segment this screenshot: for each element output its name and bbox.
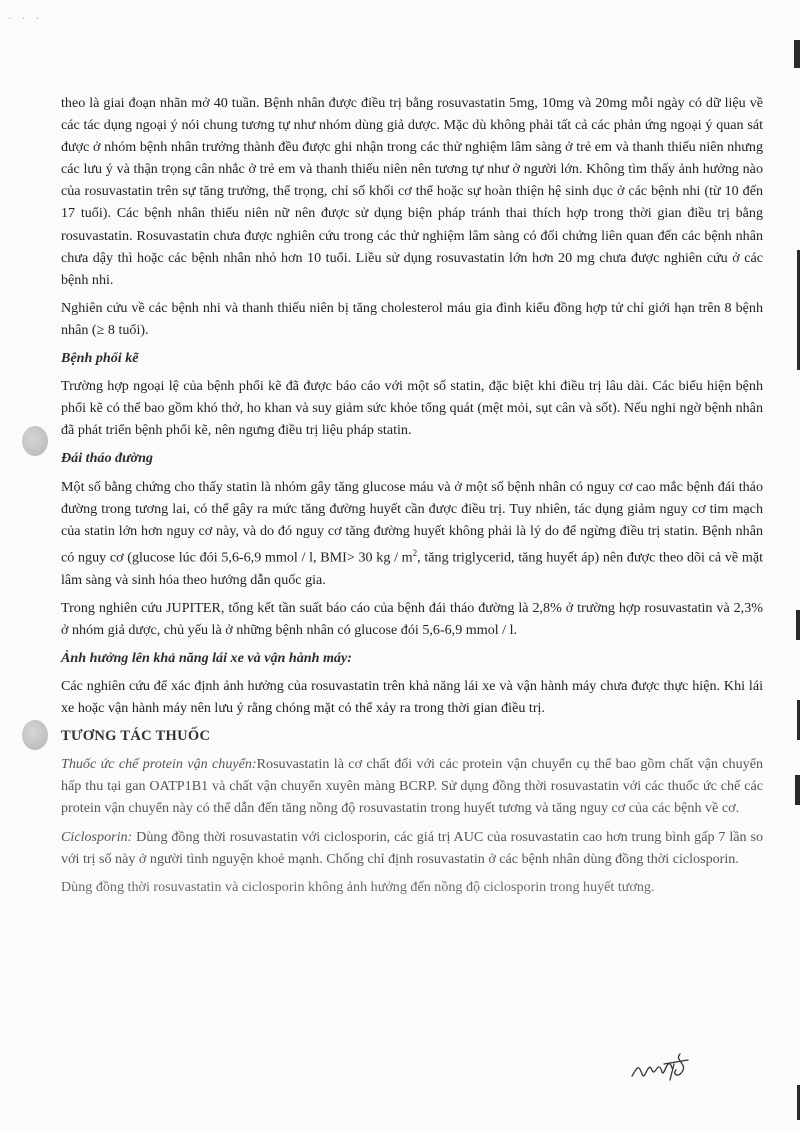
document-page — [61, 92, 763, 904]
punch-hole-mark — [22, 426, 48, 456]
scan-edge-mark — [796, 610, 800, 640]
driving-heading: Ảnh hưởng lên khả năng lái xe và vận hành máy: — [61, 649, 352, 666]
scan-speck: · · · — [8, 14, 43, 25]
punch-hole-mark — [22, 720, 48, 750]
diabetes-text — [61, 476, 763, 591]
driving-text: Các nghiên cứu để xác định ảnh hưởng của rosuvastatin trên khả năng lái xe và vận hành máy chưa được thực hiện. Khi lái xe hoặc vận hành máy nên lưu ý rằng chóng mặt có thể xảy ra trong thời gian điều trị. — [61, 677, 763, 717]
interaction-text: Dùng đồng thời rosuvastatin với ciclosporin, các giá trị AUC của rosuvastatin cao hơn trung bình gấp 7 lần so với trị số này ở người tình nguyện khoẻ mạnh. Chống chỉ định rosuvastatin ở các bệnh nhân dùng đồng thời ciclosporin. — [61, 828, 763, 867]
interaction-paragraph — [61, 826, 763, 870]
interaction-text: Rosuvastatin là cơ chất đối với các protein vận chuyển cụ thể bao gồm chất vận chuyển hấp thu tại gan OATP1B1 và chất vận chuyển xuyên màng BCRP. Sử dụng đồng thời rosuvastatin với các thuốc ức chế các protein vận chuyển này có thể dẫn đến tăng nồng độ rosuvastatin trong huyết tương và tăng nguy cơ của các bệnh về cơ. — [61, 756, 763, 817]
scan-edge-mark — [795, 775, 800, 805]
handwritten-signature — [628, 1040, 718, 1090]
interaction-lead: Thuốc ức chế protein vận chuyển: — [61, 756, 257, 773]
diabetes-text-part: , tăng triglycerid, tăng huyết áp) nên được theo dõi cả về mặt lâm sàng và sinh hóa theo hướng dẫn quốc gia. — [61, 549, 763, 588]
ild-heading: Bệnh phổi kẽ — [61, 350, 139, 367]
diabetes-jupiter-text: Trong nghiên cứu JUPITER, tổng kết tần suất báo cáo của bệnh đái tháo đường là 2,8% ở trường hợp rosuvastatin và 2,3% ở nhóm giả dược, chủ yếu là ở những bệnh nhân có glucose đói 5,6-6,9 mmol / l. — [61, 599, 763, 638]
interaction-lead: Ciclosporin: — [61, 828, 133, 845]
body-paragraph: Nghiên cứu về các bệnh nhi và thanh thiếu niên bị tăng cholesterol máu gia đình kiểu đồng hợp tử chỉ giới hạn trên 8 bệnh nhân (≥ 8 tuổi). — [61, 299, 763, 338]
diabetes-text-part: Một số bằng chứng cho thấy statin là nhóm gây tăng glucose máu và ở một số bệnh nhân có nguy cơ cao mắc bệnh đái tháo đường trong tương lai, có thể gây ra mức tăng đường huyết cần được điều trị. Tuy nhiên, tác dụng giảm nguy cơ tim mạch của statin lớn hơn nguy cơ này, và do đó nguy cơ tăng đường huyết không phải là lý do để ngừng điều trị statin. Bệnh nhân có nguy cơ (glucose lúc đói 5,6-6,9 mmol / l, BMI> 30 kg / m — [61, 478, 763, 566]
ild-text: Trường hợp ngoại lệ của bệnh phổi kẽ đã được báo cáo với một số statin, đặc biệt khi điều trị lâu dài. Các biểu hiện bệnh phổi kẽ có thể bao gồm khó thở, ho khan và suy giảm sức khỏe tổng quát (mệt mỏi, sụt cân và sốt). Nếu nghi ngờ bệnh nhân đã phát triển bệnh phổi kẽ, nên ngưng điều trị liệu pháp statin. — [61, 378, 763, 439]
body-paragraph: theo là giai đoạn nhãn mở 40 tuần. Bệnh nhân được điều trị bằng rosuvastatin 5mg, 10mg và 20mg mỗi ngày có dữ liệu về các tác dụng ngoại ý nói chung tương tự như nhóm dùng giả dược. Mặc dù không phải tất cả các phản ứng ngoại ý quan sát được ở nhóm bệnh nhân trưởng thành đều được ghi nhận trong các thử nghiệm lâm sàng ở trẻ em và thanh thiếu niên nhưng các lưu ý và thận trọng cân nhắc ở trẻ em và thanh thiếu niên nên tương tự như ở người lớn. Không tìm thấy ảnh hưởng nào của rosuvastatin trên sự tăng trưởng, thể trọng, chỉ số khối cơ thể hoặc sự hoàn thiện hệ sinh dục ở các bệnh nhi (từ 10 đến 17 tuổi). Các bệnh nhân thiếu niên nữ nên được sử dụng biện pháp tránh thai thích hợp trong thời gian điều trị bằng rosuvastatin. Rosuvastatin chưa được nghiên cứu trong các thử nghiệm lâm sàng có đối chứng liên quan đến các bệnh nhân chưa dậy thì hoặc các bệnh nhân nhỏ hơn 10 tuổi. Liều sử dụng rosuvastatin lớn hơn 20 mg chưa được nghiên cứu ở các bệnh nhi. — [61, 95, 763, 288]
diabetes-heading: Đái tháo đường — [61, 450, 153, 467]
interaction-paragraph: Dùng đồng thời rosuvastatin và ciclosporin không ảnh hưởng đến nồng độ ciclosporin trong huyết tương. — [61, 878, 655, 895]
superscript: 2 — [412, 547, 418, 558]
scan-edge-mark — [794, 40, 800, 68]
interaction-paragraph — [61, 753, 763, 819]
section-title: TƯƠNG TÁC THUỐC — [61, 728, 211, 745]
